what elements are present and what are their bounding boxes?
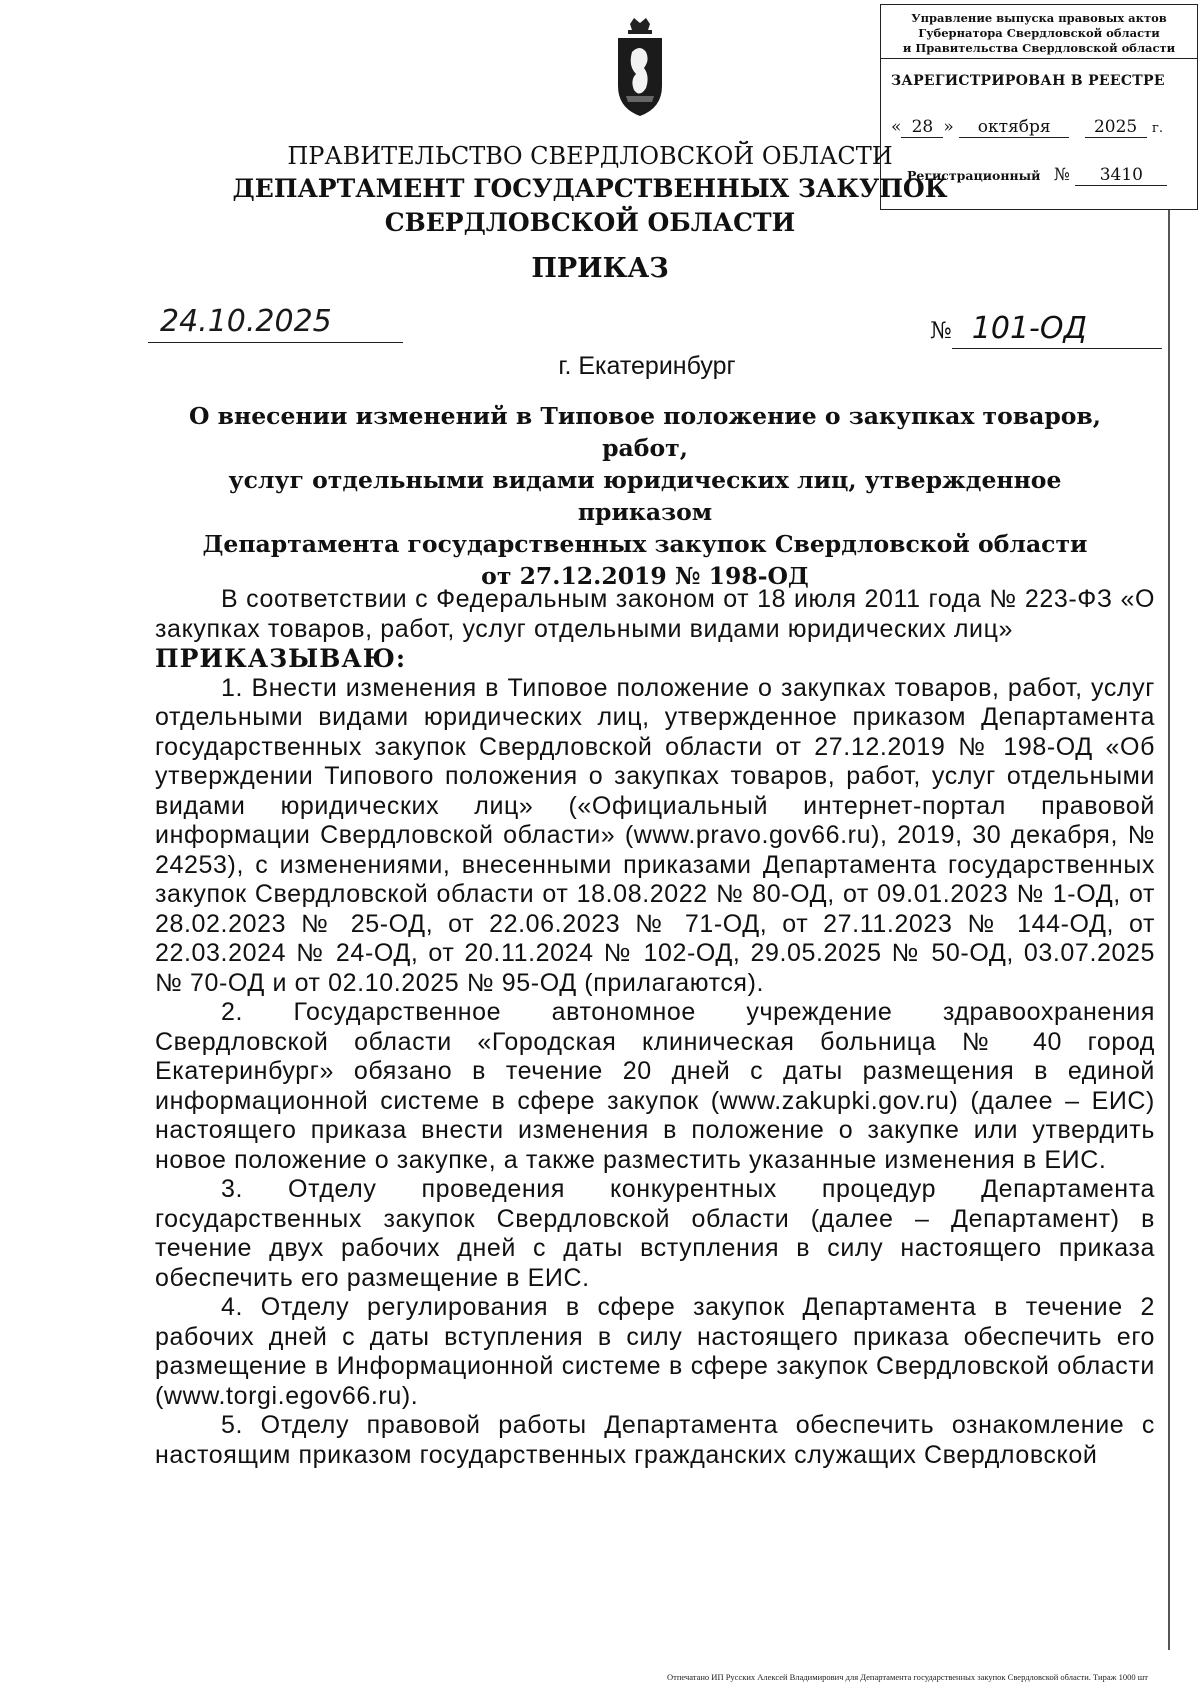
number-sign: № bbox=[930, 318, 952, 344]
stamp-registered-label: ЗАРЕГИСТРИРОВАН В РЕЕСТРЕ bbox=[891, 73, 1165, 89]
order-item: 5. Отделу правовой работы Департамента обеспечить ознакомление с настоящим приказом государственных гражданских служащих Свердловской bbox=[155, 1411, 1155, 1469]
government-name: ПРАВИТЕЛЬСТВО СВЕРДЛОВСКОЙ ОБЛАСТИ bbox=[287, 142, 893, 170]
preamble: В соответствии с Федеральным законом от 18 июля 2011 года № 223-ФЗ «О закупках товаров, работ, услуг отдельными видами юридических лиц» bbox=[155, 585, 1155, 643]
stamp-issuer-line: Губернатора Свердловской области bbox=[918, 26, 1160, 40]
title-line: от 27.12.2019 № 198-ОД bbox=[481, 562, 809, 590]
order-word: ПРИКАЗЫВАЮ: bbox=[155, 644, 407, 673]
title-line: Департамента государственных закупок Свердловской области bbox=[202, 530, 1088, 558]
title-line: О внесении изменений в Типовое положение о закупках товаров, работ, bbox=[189, 402, 1101, 462]
document-body bbox=[155, 585, 1155, 1470]
city-name: г. Екатеринбург bbox=[558, 352, 736, 380]
print-footer: Отпечатано ИП Русских Алексей Владимирович для Департамента государственных закупок Свердловской области. Тираж 1000 шт bbox=[667, 1672, 1148, 1682]
document-date: 24.10.2025 bbox=[148, 302, 403, 343]
order-item: 3. Отделу проведения конкурентных процедур Департамента государственных закупок Свердловской области (далее – Департамент) в течение двух рабочих дней с даты вступления в силу настоящего приказа обеспечить его размещение в ЕИС. bbox=[155, 1175, 1155, 1292]
stamp-date: « 28 » октября 2025 г. bbox=[891, 117, 1163, 137]
document-number bbox=[930, 310, 1162, 349]
stamp-issuer-line: и Правительства Свердловской области bbox=[902, 41, 1176, 55]
document-title bbox=[160, 400, 1130, 592]
stamp-num-sign: № bbox=[1053, 165, 1070, 185]
order-item: 2. Государственное автономное учреждение здравоохранения Свердловской области «Городская клиническая больница № 40 город Екатеринбург» обязано в течение 20 дней с даты размещения в единой информационной системе в сфере закупок (www.zakupki.gov.ru) (далее – ЕИС) настоящего приказа внести изменения в положение о закупке или утвердить новое положение о закупке, а также разместить указанные изменения в ЕИС. bbox=[155, 998, 1155, 1174]
city bbox=[0, 352, 1200, 381]
stamp-reg-value: 3410 bbox=[1075, 165, 1167, 186]
department-name-line: ДЕПАРТАМЕНТ ГОСУДАРСТВЕННЫХ ЗАКУПОК bbox=[232, 174, 948, 203]
title-line: услуг отдельными видами юридических лиц, утвержденное приказом bbox=[228, 466, 1062, 526]
order-item: 1. Внести изменения в Типовое положение о закупках товаров, работ, услуг отдельными видами юридических лиц, утвержденное приказом Департамента государственных закупок Свердловской области от 27.12.2019 № 198-ОД «Об утверждении Типового положения о закупках товаров, работ, услуг отдельными видами юридических лиц» («Официальный интернет-портал правовой информации Свердловской области» (www.pravo.gov66.ru), 2019, 30 декабря, № 24253), с изменениями, внесенными приказами Департамента государственных закупок Свердловской области от 18.08.2022 № 80-ОД, от 09.01.2023 № 1-ОД, от 28.02.2023 № 25-ОД, от 22.06.2023 № 71-ОД, от 27.11.2023 № 144-ОД, от 22.03.2024 № 24-ОД, от 20.11.2024 № 102-ОД, 29.05.2025 № 50-ОД, 03.07.2025 № 70-ОД и от 02.10.2025 № 95-ОД (прилагаются). bbox=[155, 673, 1155, 997]
stamp-month: октября bbox=[959, 117, 1069, 138]
stamp-year: 2025 bbox=[1085, 117, 1147, 138]
document-type: ПРИКАЗ bbox=[531, 253, 669, 284]
scan-edge-line bbox=[1168, 210, 1170, 1650]
order-item: 4. Отделу регулирования в сфере закупок Департамента в течение 2 рабочих дней с даты вступления в силу настоящего приказа обеспечить его размещение в Информационной системе в сфере закупок Свердловской области (www.torgi.egov66.ru). bbox=[155, 1293, 1155, 1410]
stamp-issuer-line: Управление выпуска правовых актов bbox=[911, 11, 1167, 25]
stamp-day: 28 bbox=[901, 117, 943, 138]
stamp-year-suffix: г. bbox=[1152, 121, 1163, 136]
stamp-issuer bbox=[881, 5, 1197, 59]
document-number-value: 101-ОД bbox=[952, 310, 1162, 349]
coat-of-arms-icon bbox=[614, 18, 666, 118]
department-name-line: СВЕРДЛОВСКОЙ ОБЛАСТИ bbox=[384, 208, 796, 237]
stamp-reg-label: Регистрационный bbox=[907, 168, 1041, 183]
department-name bbox=[150, 172, 1030, 240]
